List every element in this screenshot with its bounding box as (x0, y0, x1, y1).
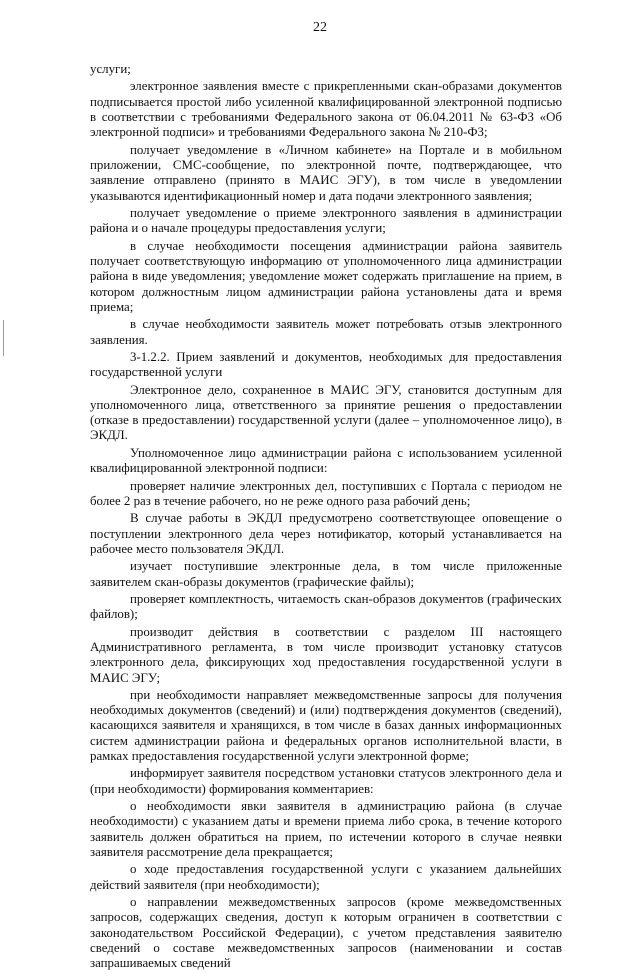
paragraph: производит действия в соответствии с разделом III настоящего Административного регламента, в том числе производит установку статусов электронного дела, фиксирующих ход предоставления государственной услуги в МАИС ЭГУ; (90, 624, 562, 685)
paragraph: Уполномоченное лицо администрации района с использованием усиленной квалифицированной электронной подписи: (90, 445, 562, 476)
paragraph: при необходимости направляет межведомственные запросы для получения необходимых документов (сведений) и (или) подтверждения документов (сведений), касающихся заявителя и хранящихся, в том числе в базах данных информационных систем администрации района и федеральных органов исполнительной власти, в рамках предоставления государственной услуги электронной форме; (90, 687, 562, 764)
paragraph: о необходимости явки заявителя в администрацию района (в случае необходимости) с указанием даты и времени приема либо срока, в течение которого заявитель должен обратиться на прием, по истечении которого в случае неявки заявителя рассмотрение дела прекращается; (90, 799, 562, 860)
paragraph: изучает поступившие электронные дела, в том числе приложенные заявителем скан-образы документов (графические файлы); (90, 559, 562, 589)
paragraph: электронное заявления вместе с прикрепленными скан-образами документов подписывается простой либо усиленной квалифицированной электронной подписью в соответствии с требованиями Федерального закона от 06.04.2011 № 63-ФЗ «Об электронной подписи» и требованиями Федерального закона № 210-ФЗ; (90, 79, 562, 140)
paragraph: услуги; (90, 62, 131, 76)
paragraph: в случае необходимости посещения администрации района заявитель получает соответствующую информацию от уполномоченного лица администрации района в виде уведомления; уведомление может содержать приглашение на прием, в котором должностным лицом администрации района установлены дата и время приема; (90, 238, 562, 314)
paragraph: о направлении межведомственных запросов (кроме межведомственных запросов, содержащих сведения, доступ к которым ограничен в соответствии с законодательством Российской Федерации), с учетом представления заявителю сведений о составе межведомственных запросов (наименовании и состав запрашиваемых сведений (90, 895, 562, 971)
paragraph: проверяет наличие электронных дел, поступивших с Портала с периодом не более 2 раз в течение рабочего, но не реже одного раза рабочий день; (90, 478, 562, 508)
paragraph: информирует заявителя посредством установки статусов электронного дела и (при необходимости) формирования комментариев: (90, 766, 562, 796)
page-number: 22 (313, 20, 327, 35)
paragraph: в случае необходимости заявитель может потребовать отзыв электронного заявления. (90, 317, 562, 347)
paragraph: В случае работы в ЭКДЛ предусмотрено соответствующее оповещение о поступлении электронного дела через нотификатор, который устанавливается на рабочее место пользователя ЭКДЛ. (90, 511, 562, 556)
document-body (90, 62, 562, 974)
paragraph: 3-1.2.2. Прием заявлений и документов, необходимых для предоставления государственной услуги (90, 349, 562, 380)
scan-margin-mark (3, 320, 4, 356)
paragraph: получает уведомление в «Личном кабинете» на Портале и в мобильном приложении, СМС-сообщение, по электронной почте, подтверждающее, что заявление отправлено (принято в МАИС ЭГУ), в том числе в уведомлении указываются идентификационный номер и дата подачи электронного заявления; (90, 142, 562, 203)
paragraph: Электронное дело, сохраненное в МАИС ЭГУ, становится доступным для уполномоченного лица, ответственного за принятие решения о предоставлении (отказе в предоставлении) государственной услуги (далее – уполномоченное лицо), в ЭКДЛ. (90, 382, 562, 443)
paragraph: проверяет комплектность, читаемость скан-образов документов (графических файлов); (90, 591, 562, 622)
paragraph: о ходе предоставления государственной услуги с указанием дальнейших действий заявителя (при необходимости); (90, 862, 562, 892)
paragraph: получает уведомление о приеме электронного заявления в администрации района и о начале процедуры предоставления услуги; (90, 205, 562, 236)
